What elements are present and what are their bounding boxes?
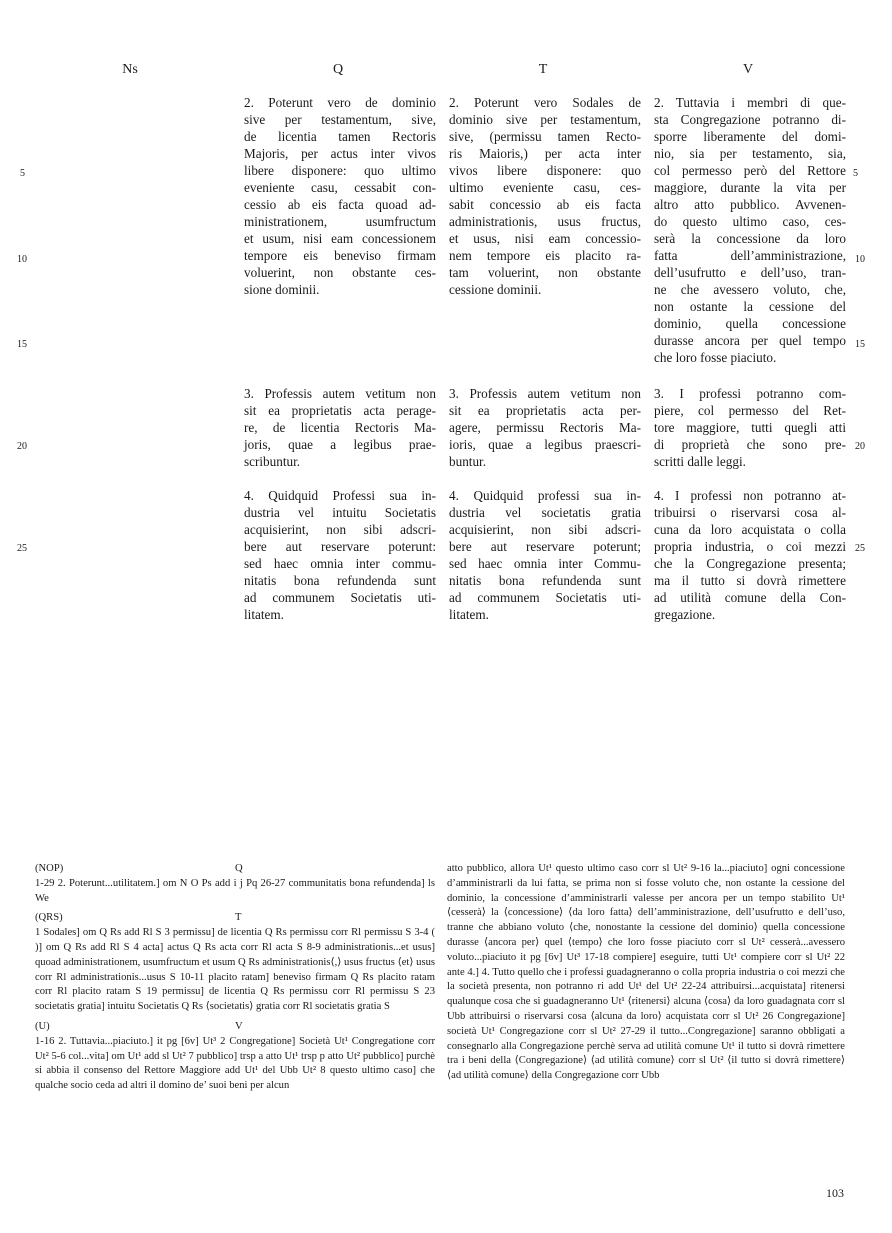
apparatus-text: 1 Sodales] om Q Rs add Rl S 3 permissu] de licentia Q Rs permissu corr Rl permissu S 3-4 ( )] om Q Rs add Rl S 4 acta] actus Q Rs acta corr Rl acta S 8-9 administrationis...et usus] quoad administrationem, usumfructum et usum Q Rs administrationis⟨,⟩ usus fructus ⟨et⟩ usus corr Rl administrationis...usus S 10-11 placito ratam] beneviso firmam Q Rs placito ratam corr Rl placito ratam S 19 permissu] de licentia Q Rs permissu corr Rl permissu S 23 societatis gratia] intuitu Societatis Q Rs ⟨societatis⟩ gratia corr Rl societatis gratia S	[35, 927, 435, 1013]
text-line: sed haec omnia inter Commu-	[449, 556, 641, 571]
text-line: administrationis, usus fructus,	[449, 214, 641, 229]
text-line: 2. Tuttavia i membri di que-	[654, 95, 846, 110]
apparatus-qrs	[35, 911, 435, 1015]
text-line: buntur.	[449, 454, 486, 469]
line-number-right: 15	[855, 339, 865, 350]
apparatus-sigla: (NOP)	[35, 863, 64, 874]
text-line: gregazione.	[654, 607, 716, 622]
text-line: joris, quae a legibus prae-	[244, 437, 436, 452]
text-line: ultimo eveniente casu, ces-	[449, 180, 641, 195]
column-q-paragraph-4	[244, 487, 436, 623]
text-line: col permesso però del Rettore	[654, 163, 846, 178]
text-line: sit ea proprietatis acta perage-	[244, 403, 436, 418]
apparatus-sigla: (QRS)	[35, 912, 63, 924]
column-q-paragraph-3	[244, 385, 436, 470]
text-line: cuna da loro acquistata o colla	[654, 522, 846, 537]
text-line: durasse ancora per quel tempo	[654, 333, 846, 348]
apparatus-heading	[35, 862, 435, 877]
text-line: vivos libere disponere: quo	[449, 163, 641, 178]
text-line: de licentia tamen Rectoris	[244, 129, 436, 144]
text-line: ad utilità comune della Con-	[654, 590, 846, 605]
text-line: eveniente casu, cessabit con-	[244, 180, 436, 195]
line-number-right: 10	[855, 254, 865, 265]
column-v-paragraph-4	[654, 487, 846, 623]
text-line: 4. Quidquid Professi sua in-	[244, 488, 436, 503]
text-line: sive, (permissu tamen Recto-	[449, 129, 641, 144]
text-line: dustria vel societatis gratia	[449, 505, 641, 520]
line-number-left: 20	[17, 441, 27, 452]
text-line: nitatis bona refundenda sunt	[244, 573, 436, 588]
line-number-left: 5	[20, 168, 25, 179]
line-number-right: 20	[855, 441, 865, 452]
column-header-q: Q	[332, 62, 344, 77]
column-v-paragraph-3	[654, 385, 846, 470]
text-line: nio, sia per testamento, sia,	[654, 146, 846, 161]
text-line: cessio ab eis facta quoad ad-	[244, 197, 436, 212]
text-line: tribuirsi o riservarsi cosa al-	[654, 505, 846, 520]
text-line: ioris, quae a legibus praescri-	[449, 437, 641, 452]
text-line: dominio sive per testamentum,	[449, 112, 641, 127]
text-line: acquisierint, non sibi adscri-	[449, 522, 641, 537]
text-line: che loro fosse piaciuto.	[654, 350, 777, 365]
line-number-left: 10	[17, 254, 27, 265]
column-header-t: T	[538, 62, 548, 77]
apparatus-column: V	[235, 1020, 243, 1032]
apparatus-column: Q	[235, 863, 243, 874]
text-line: do questo ultimo caso, ces-	[654, 214, 846, 229]
column-t-paragraph-2	[449, 94, 641, 298]
apparatus-text: 1-16 2. Tuttavia...piaciuto.] it pg [6v] Ut³ 2 Congregatione] Società Ut¹ Congregatione corr Ut² 5-6 col...vita] om Ut¹ add sl Ut² 7 pubblico] trsp a atto Ut¹ trsp p atto Ut² pubblico] purchè si abbia il consenso del Rettore Maggiore add Ut¹ del Ubb Ut² 8 questo ultimo caso] che qualche socio ceda ad altri il domino de’ suoi beni per alcun	[35, 1035, 435, 1092]
critical-apparatus-left	[35, 862, 435, 1099]
apparatus-nop	[35, 862, 435, 906]
line-number-right: 5	[853, 168, 858, 179]
text-line: tempore eis beneviso firmam	[244, 248, 436, 263]
column-header-v: V	[742, 62, 754, 77]
text-line: ad communem Societatis uti-	[449, 590, 641, 605]
apparatus-column: T	[235, 912, 242, 924]
text-line: sta Congregazione potranno di-	[654, 112, 846, 127]
text-line: litatem.	[449, 607, 489, 622]
text-line: bere aut reservare poterunt:	[244, 539, 436, 554]
text-line: bere aut reservare poterunt;	[449, 539, 641, 554]
apparatus-u	[35, 1020, 435, 1094]
text-line: che la Congregazione presenta;	[654, 556, 846, 571]
text-line: 4. I professi non potranno at-	[654, 488, 846, 503]
text-line: propria industria, o coi mezzi	[654, 539, 846, 554]
column-q-paragraph-2	[244, 94, 436, 298]
apparatus-heading	[35, 1020, 435, 1035]
text-line: dominio, quella concessione	[654, 316, 846, 331]
text-line: altro atto pubblico. Avvenen-	[654, 197, 846, 212]
text-line: Majoris, per actus inter vivos	[244, 146, 436, 161]
text-line: scribuntur.	[244, 454, 301, 469]
text-line: voluerint, non obstante ces-	[244, 265, 436, 280]
text-line: nitatis bona refundenda sunt	[449, 573, 641, 588]
apparatus-heading	[35, 911, 435, 926]
column-t-paragraph-3	[449, 385, 641, 470]
text-line: dell’usufrutto e dell’uso, tran-	[654, 265, 846, 280]
column-header-ns: Ns	[122, 62, 138, 77]
text-line: ministrationem, usumfructum	[244, 214, 436, 229]
critical-apparatus-right	[447, 862, 845, 1084]
text-line: 2. Poterunt vero Sodales de	[449, 95, 641, 110]
text-line: sed haec omnia inter commu-	[244, 556, 436, 571]
text-line: fatta dell’amministrazione,	[654, 248, 846, 263]
text-line: litatem.	[244, 607, 284, 622]
text-line: et usus, nisi eam concessio-	[449, 231, 641, 246]
line-number-left: 15	[17, 339, 27, 350]
line-number-right: 25	[855, 543, 865, 554]
text-line: sit ea proprietatis acta per-	[449, 403, 641, 418]
text-line: sporre liberamente del domi-	[654, 129, 846, 144]
text-line: agere, permissu Rectoris Ma-	[449, 420, 641, 435]
text-line: sive per testamentum, sive,	[244, 112, 436, 127]
apparatus-text: atto pubblico, allora Ut¹ questo ultimo caso corr sl Ut² 9-16 la...piaciuto] ogni concessione d’amministrarli da lui fatta, se prima non si fosse voluto che, non ostante la cessione del dominio, la concessione d’amministrarli valesse per ancora per un tempo stabilito Ut¹ ⟨cesserà⟩ la ⟨concessione⟩ ⟨da loro fatta⟩ dell’amministrazione, dell’usufrutto e dell’uso, tranne che abbiano voluto ⟨che, nonostante la cessione del dominio⟩ quella concessione durasse ⟨ancora per⟩ quel ⟨tempo⟩ che loro fosse piaciuto corr sl Ut² cesserà...avessero voluto...piaciuto it pg [6v] Ut³ 17-18 compiere] eseguire, tutti Ut¹ compiere corr sl Ut² 22 ante 4.] 4. Tutto quello che i professi guadagneranno o colla propria industria o coi mezzi che la società presenta, non potranno ri add Ut¹ del Ut² 22-24 attribuirsi...acquistata] ritenersi qualunque cosa che si guadagneranno Ut¹ ⟨ritenersi⟩ alcuna ⟨cosa⟩ da loro guadagnata corr sl Ubb attribuirsi o riservarsi cosa ⟨alcuna da loro⟩ acquistata corr sl Ut² 26 Congregazione] società Ut¹ Congregazione corr sl Ut² 27-29 il tutto...Congregazione] saranno obbligati a consegnarlo alla Congregazione perchè serva ad utilità comune Ut¹ il tutto si dovrà rimettere tra i beni della ⟨Congregazione⟩ ⟨ad utilità comune⟩ corr sl Ut² ⟨il tutto si dovrà rimettere⟩ ⟨ad utilità comune⟩ della Congregazione corr Ubb	[447, 863, 845, 1082]
text-line: di proprietà che sono pre-	[654, 437, 846, 452]
text-line: non ostante la cessione del	[654, 299, 846, 314]
page-number: 103	[826, 1186, 844, 1200]
text-line: tam voluerint, non obstante	[449, 265, 641, 280]
text-line: 3. Professis autem vetitum non	[244, 386, 436, 401]
text-line: ma il tutto si dovrà rimettere	[654, 573, 846, 588]
apparatus-text: 1-29 2. Poterunt...utilitatem.] om N O Ps add i j Pq 26-27 communitatis bona refundenda] ls We	[35, 877, 435, 904]
text-line: maggiore, durante la vita per	[654, 180, 846, 195]
text-line: et usum, nisi eam concessionem	[244, 231, 436, 246]
text-line: 3. I professi potranno com-	[654, 386, 846, 401]
text-line: nem tempore eis placito ra-	[449, 248, 641, 263]
text-line: sabit concessio ab eis facta	[449, 197, 641, 212]
text-line: ad communem Societatis uti-	[244, 590, 436, 605]
text-line: serà la concessione da loro	[654, 231, 846, 246]
text-line: 2. Poterunt vero de dominio	[244, 95, 436, 110]
text-line: 4. Quidquid professi sua in-	[449, 488, 641, 503]
text-line: tore maggiore, tutti quegli atti	[654, 420, 846, 435]
text-line: ne che avessero voluto, che,	[654, 282, 846, 297]
column-v-paragraph-2	[654, 94, 846, 366]
apparatus-sigla: (U)	[35, 1020, 50, 1032]
text-line: dustria vel intuitu Societatis	[244, 505, 436, 520]
text-line: re, de licentia Rectoris Ma-	[244, 420, 436, 435]
text-line: 3. Professis autem vetitum non	[449, 386, 641, 401]
line-number-left: 25	[17, 543, 27, 554]
text-line: sione dominii.	[244, 282, 320, 297]
column-t-paragraph-4	[449, 487, 641, 623]
text-line: acquisierint, non sibi adscri-	[244, 522, 436, 537]
text-line: libere disponere: quo ultimo	[244, 163, 436, 178]
text-line: ris Maioris,) per acta inter	[449, 146, 641, 161]
text-line: piere, col permesso del Ret-	[654, 403, 846, 418]
text-line: cessione dominii.	[449, 282, 542, 297]
text-line: scritti dalle leggi.	[654, 454, 746, 469]
